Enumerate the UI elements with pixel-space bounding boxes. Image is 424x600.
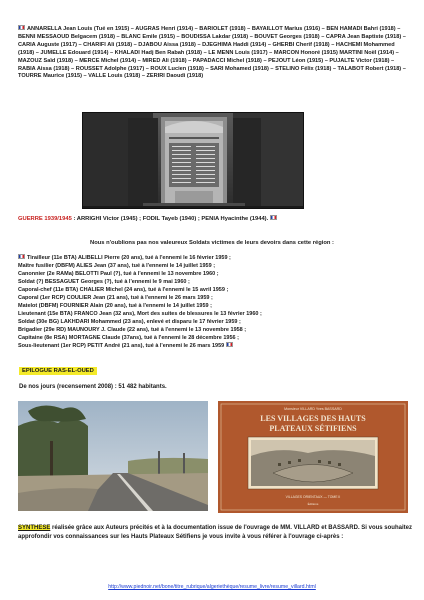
french-flag-icon: [18, 25, 25, 30]
french-flag-icon: [226, 342, 233, 347]
ww2-paragraph: [18, 215, 412, 223]
ww2-text: : ARRIGHI Victor (1945) ; FODIL Tayeb (1940) ; PENIA Hyacinthe (1944).: [71, 216, 269, 222]
epilogue-heading: EPILOGUE RAS-EL-OUED: [19, 367, 97, 375]
book-bottom-line1: VILLAGES ORIENTAUX — TOME II: [285, 495, 341, 499]
population-text: De nos jours (recensement 2008) : 51 482 habitants.: [19, 384, 167, 390]
road-image: [18, 401, 208, 511]
book-cover-image: [218, 401, 408, 513]
war-memorial-image: [83, 113, 304, 209]
war-memorial-photo: [82, 112, 304, 209]
synthese-text: réalisée grâce aux Auteurs précités et à la documentation issue de l'ouvrage de MM. VILLARD et BASSARD. Si vous souhaitez approfondir vos connaissances sur les Hauts Plateaux Sétifiens je vous invite à vous référer à l'ouvrage ci-après :: [18, 525, 412, 540]
book-bottom-line2: Éditions: [307, 502, 319, 506]
french-flag-icon: [270, 215, 277, 220]
soldier-entry: Soldat (?) BESSAGUET Georges (?), tué à l'ennemi le 9 mai 1960 ;: [18, 279, 190, 285]
french-flag-icon: [18, 254, 25, 259]
book-title-line1: LES VILLAGES DES HAUTS: [260, 414, 366, 423]
soldier-entry: Capitaine (8e RSA) MORTAGNE Claude (37ans), tué à l'ennemi le 28 décembre 1956 ;: [18, 335, 239, 341]
soldier-entry: Soldat (30e BG) LAKHDARI Mohammed (23 ans), enlevé et disparu le 17 février 1959 ;: [18, 319, 241, 325]
memorial-names-paragraph: [18, 25, 412, 81]
soldier-entry: Canonnier (2e RAMa) BELOTTI Paul (?), tué à l'ennemi le 13 novembre 1960 ;: [18, 271, 219, 277]
names-text: ANNARELLA Jean Louis (Tué en 1915) – AUGRAS Henri (1914) – BARIOLET (1918) – BAYAILLOT Marius (1916) – BEN HAMADI Bahri (1918) – BENNI MESSAOUD Belgacem (1918) – BLANC Emile (1915) – BOUDISSA Lakdar (1918) – BOUVET Georges (1918) – CAPRA Jean Baptiste (1918) – CARIA Auguste (1917) – CHARIFI Ali (1918) – DJABOU Aissa (1918) – DJEGHIMA Haddi (1914) – GHERBI Cherif (1918) – HACHEMI Mohammed (1918) – JUMELLE Edouard (1914) – KHALADI Hadj Ben Rabah (1918) – LE MENN Louis (1917) – MARCON Honoré (1915) MARTINI Noël (1914) – MAZOUZ Saïd (1918) – MERCE Michel (1914) – MIRED Ali (1918) – PAPADACCI Michel (1918) – PEJOUT Léon (1915) – PUJALTE Victor (1918) – RABIA Aissa (1918) – ROUSSET Adolphe (1917) – ROUX Lucien (1918) – SARI Mohamed (1918) – STELINO Félix (1918) – TALABOT Robert (1918) – TOURRE Maurice (1915) – VALLE Louis (1918) – ZERIRI Daoudi (1918): [18, 26, 406, 80]
soldiers-intro: Nous n'oublions pas nos valeureux Soldats victimes de leurs devoirs dans cette région :: [90, 240, 334, 246]
soldier-entry: Maître fusilier (DBFM) ALIES Jean (37 ans), tué à l'ennemi le 14 juillet 1959 ;: [18, 263, 216, 269]
ras-el-oued-road-photo: [18, 401, 208, 511]
soldier-entry: Tirailleur (11e BTA) ALIBELLI Pierre (20 ans), tué à l'ennemi le 16 février 1959 ;: [18, 254, 412, 262]
soldier-entry: Matelot (DBFM) FOURNIER Alain (20 ans), tué à l'ennemi le 14 juillet 1959 ;: [18, 303, 212, 309]
book-summary-link[interactable]: http://www.piednoir.net/bone/titre_rubrique/algeriethèque/resume_livre/resume_villard.html: [108, 584, 316, 590]
soldier-entry: Caporal (1er RCP) COULIER Jean (21 ans), tué à l'ennemi le 26 mars 1959 ;: [18, 295, 213, 301]
soldier-entry: Sous-lieutenant (1er RCP) PETIT André (21 ans), tué à l'ennemi le 26 mars 1959: [18, 342, 412, 350]
ww2-label: GUERRE 1939/1945: [18, 216, 72, 222]
soldier-entry: Brigadier (29e RD) MAUNOURY J. Claude (22 ans), tué à l'ennemi le 13 novembre 1958 ;: [18, 327, 247, 333]
synthese-paragraph: [18, 524, 412, 542]
soldier-entry: Lieutenant (15e BTA) FRANCO Jean (32 ans), Mort des suites de blessures le 13 février 1960 ;: [18, 311, 262, 317]
soldier-entry: Caporal-chef (11e BTA) CHALIER Michel (24 ans), tué à l'ennemi le 15 avril 1959 ;: [18, 287, 229, 293]
synthese-tag: SYNTHESE: [18, 525, 51, 531]
book-cover-graphic: [218, 401, 408, 513]
book-title-line2: PLATEAUX SÉTIFIENS: [269, 424, 357, 433]
soldiers-list: [18, 254, 412, 350]
book-authors: Monsieur VILLARD Yves BASSARD: [284, 407, 342, 411]
